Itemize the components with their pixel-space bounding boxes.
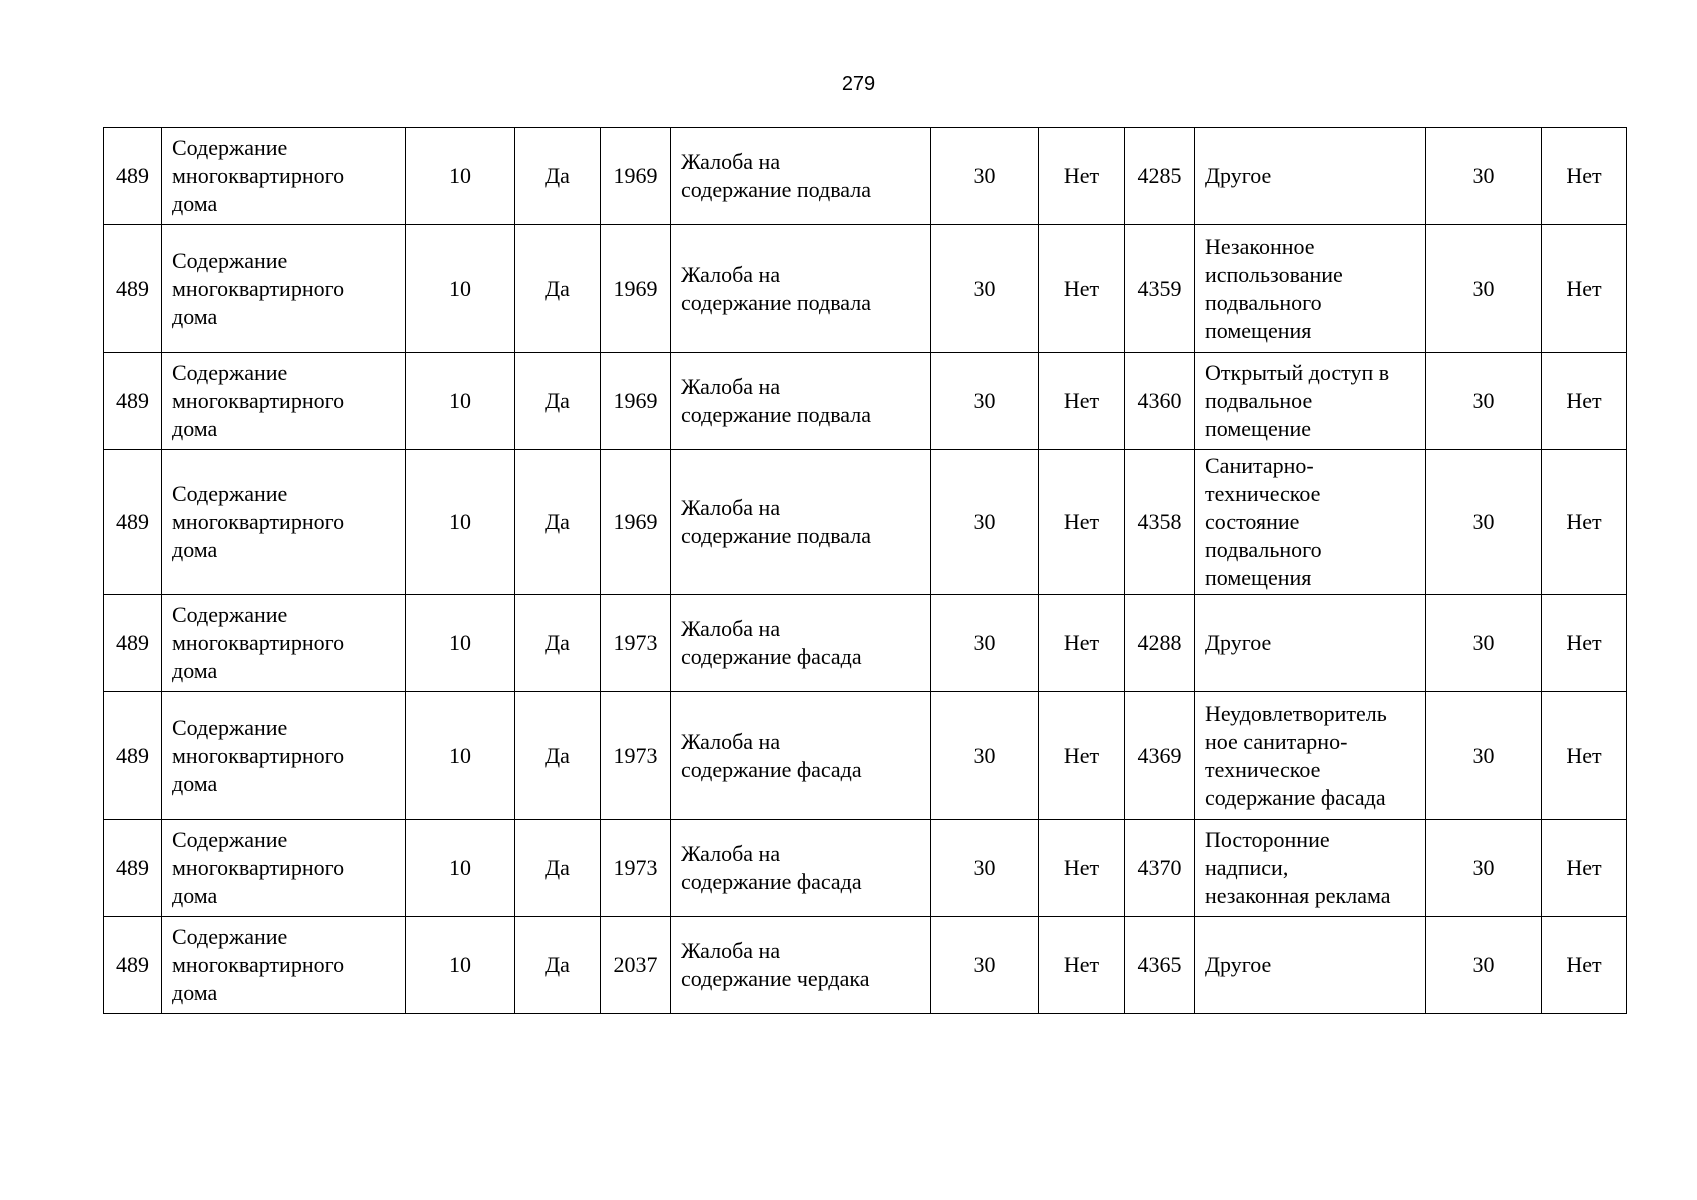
- cell-category: Содержание многоквартирного дома: [162, 225, 406, 353]
- cell-topic: Жалоба на содержание фасада: [671, 692, 931, 820]
- cell-flag3: Нет: [1542, 917, 1627, 1014]
- cell-n1: 10: [406, 450, 515, 595]
- table-row: [104, 595, 1627, 692]
- cell-code2: 4360: [1125, 353, 1195, 450]
- cell-n3: 30: [1426, 225, 1542, 353]
- cell-topic: Жалоба на содержание фасада: [671, 595, 931, 692]
- cell-code1: 1973: [601, 692, 671, 820]
- cell-topic: Жалоба на содержание подвала: [671, 450, 931, 595]
- cell-flag2: Нет: [1039, 225, 1125, 353]
- cell-code2: 4288: [1125, 595, 1195, 692]
- cell-flag1: Да: [515, 820, 601, 917]
- cell-id: 489: [104, 353, 162, 450]
- cell-flag2: Нет: [1039, 917, 1125, 1014]
- cell-flag1: Да: [515, 353, 601, 450]
- cell-code1: 1969: [601, 450, 671, 595]
- cell-n2: 30: [931, 595, 1039, 692]
- cell-flag3: Нет: [1542, 820, 1627, 917]
- cell-n3: 30: [1426, 450, 1542, 595]
- cell-flag1: Да: [515, 128, 601, 225]
- cell-flag3: Нет: [1542, 692, 1627, 820]
- cell-id: 489: [104, 450, 162, 595]
- cell-id: 489: [104, 225, 162, 353]
- cell-flag3: Нет: [1542, 353, 1627, 450]
- cell-subtopic: Неудовлетворитель ное санитарно- техническое содержание фасада: [1195, 692, 1426, 820]
- cell-subtopic: Другое: [1195, 917, 1426, 1014]
- cell-topic: Жалоба на содержание фасада: [671, 820, 931, 917]
- cell-category: Содержание многоквартирного дома: [162, 820, 406, 917]
- cell-topic: Жалоба на содержание чердака: [671, 917, 931, 1014]
- cell-code1: 1969: [601, 225, 671, 353]
- cell-n3: 30: [1426, 595, 1542, 692]
- table-row: [104, 820, 1627, 917]
- cell-n3: 30: [1426, 820, 1542, 917]
- data-table: [103, 127, 1627, 1014]
- cell-category: Содержание многоквартирного дома: [162, 353, 406, 450]
- cell-code1: 1973: [601, 595, 671, 692]
- cell-n1: 10: [406, 353, 515, 450]
- cell-topic: Жалоба на содержание подвала: [671, 128, 931, 225]
- cell-id: 489: [104, 595, 162, 692]
- cell-id: 489: [104, 692, 162, 820]
- cell-topic: Жалоба на содержание подвала: [671, 353, 931, 450]
- cell-flag3: Нет: [1542, 225, 1627, 353]
- cell-category: Содержание многоквартирного дома: [162, 692, 406, 820]
- cell-code1: 1969: [601, 128, 671, 225]
- cell-flag2: Нет: [1039, 595, 1125, 692]
- cell-n1: 10: [406, 820, 515, 917]
- cell-n2: 30: [931, 917, 1039, 1014]
- cell-n3: 30: [1426, 353, 1542, 450]
- cell-category: Содержание многоквартирного дома: [162, 128, 406, 225]
- cell-n1: 10: [406, 595, 515, 692]
- cell-flag3: Нет: [1542, 128, 1627, 225]
- cell-flag1: Да: [515, 450, 601, 595]
- page-number: 279: [841, 73, 876, 95]
- cell-flag1: Да: [515, 917, 601, 1014]
- cell-flag3: Нет: [1542, 450, 1627, 595]
- cell-n1: 10: [406, 917, 515, 1014]
- cell-n2: 30: [931, 128, 1039, 225]
- cell-code1: 1969: [601, 353, 671, 450]
- table-row: [104, 353, 1627, 450]
- cell-id: 489: [104, 128, 162, 225]
- cell-n2: 30: [931, 820, 1039, 917]
- cell-flag1: Да: [515, 225, 601, 353]
- cell-category: Содержание многоквартирного дома: [162, 917, 406, 1014]
- cell-code2: 4358: [1125, 450, 1195, 595]
- cell-n2: 30: [931, 225, 1039, 353]
- cell-flag3: Нет: [1542, 595, 1627, 692]
- table-row: [104, 450, 1627, 595]
- cell-flag1: Да: [515, 595, 601, 692]
- cell-n3: 30: [1426, 692, 1542, 820]
- cell-n1: 10: [406, 128, 515, 225]
- cell-n1: 10: [406, 692, 515, 820]
- cell-n3: 30: [1426, 917, 1542, 1014]
- table-row: [104, 692, 1627, 820]
- cell-code2: 4369: [1125, 692, 1195, 820]
- cell-subtopic: Другое: [1195, 595, 1426, 692]
- cell-flag2: Нет: [1039, 450, 1125, 595]
- cell-category: Содержание многоквартирного дома: [162, 595, 406, 692]
- cell-subtopic: Санитарно- техническое состояние подвального помещения: [1195, 450, 1426, 595]
- table-row: [104, 128, 1627, 225]
- cell-flag2: Нет: [1039, 820, 1125, 917]
- cell-code2: 4359: [1125, 225, 1195, 353]
- cell-n2: 30: [931, 450, 1039, 595]
- cell-subtopic: Посторонние надписи, незаконная реклама: [1195, 820, 1426, 917]
- cell-flag2: Нет: [1039, 692, 1125, 820]
- cell-subtopic: Незаконное использование подвального помещения: [1195, 225, 1426, 353]
- cell-n1: 10: [406, 225, 515, 353]
- cell-category: Содержание многоквартирного дома: [162, 450, 406, 595]
- cell-n3: 30: [1426, 128, 1542, 225]
- cell-code1: 2037: [601, 917, 671, 1014]
- cell-id: 489: [104, 820, 162, 917]
- table-row: [104, 225, 1627, 353]
- cell-flag2: Нет: [1039, 128, 1125, 225]
- cell-flag2: Нет: [1039, 353, 1125, 450]
- cell-id: 489: [104, 917, 162, 1014]
- cell-n2: 30: [931, 353, 1039, 450]
- cell-code2: 4285: [1125, 128, 1195, 225]
- table-row: [104, 917, 1627, 1014]
- cell-code2: 4365: [1125, 917, 1195, 1014]
- cell-n2: 30: [931, 692, 1039, 820]
- cell-subtopic: Открытый доступ в подвальное помещение: [1195, 353, 1426, 450]
- cell-subtopic: Другое: [1195, 128, 1426, 225]
- cell-code2: 4370: [1125, 820, 1195, 917]
- cell-code1: 1973: [601, 820, 671, 917]
- cell-topic: Жалоба на содержание подвала: [671, 225, 931, 353]
- cell-flag1: Да: [515, 692, 601, 820]
